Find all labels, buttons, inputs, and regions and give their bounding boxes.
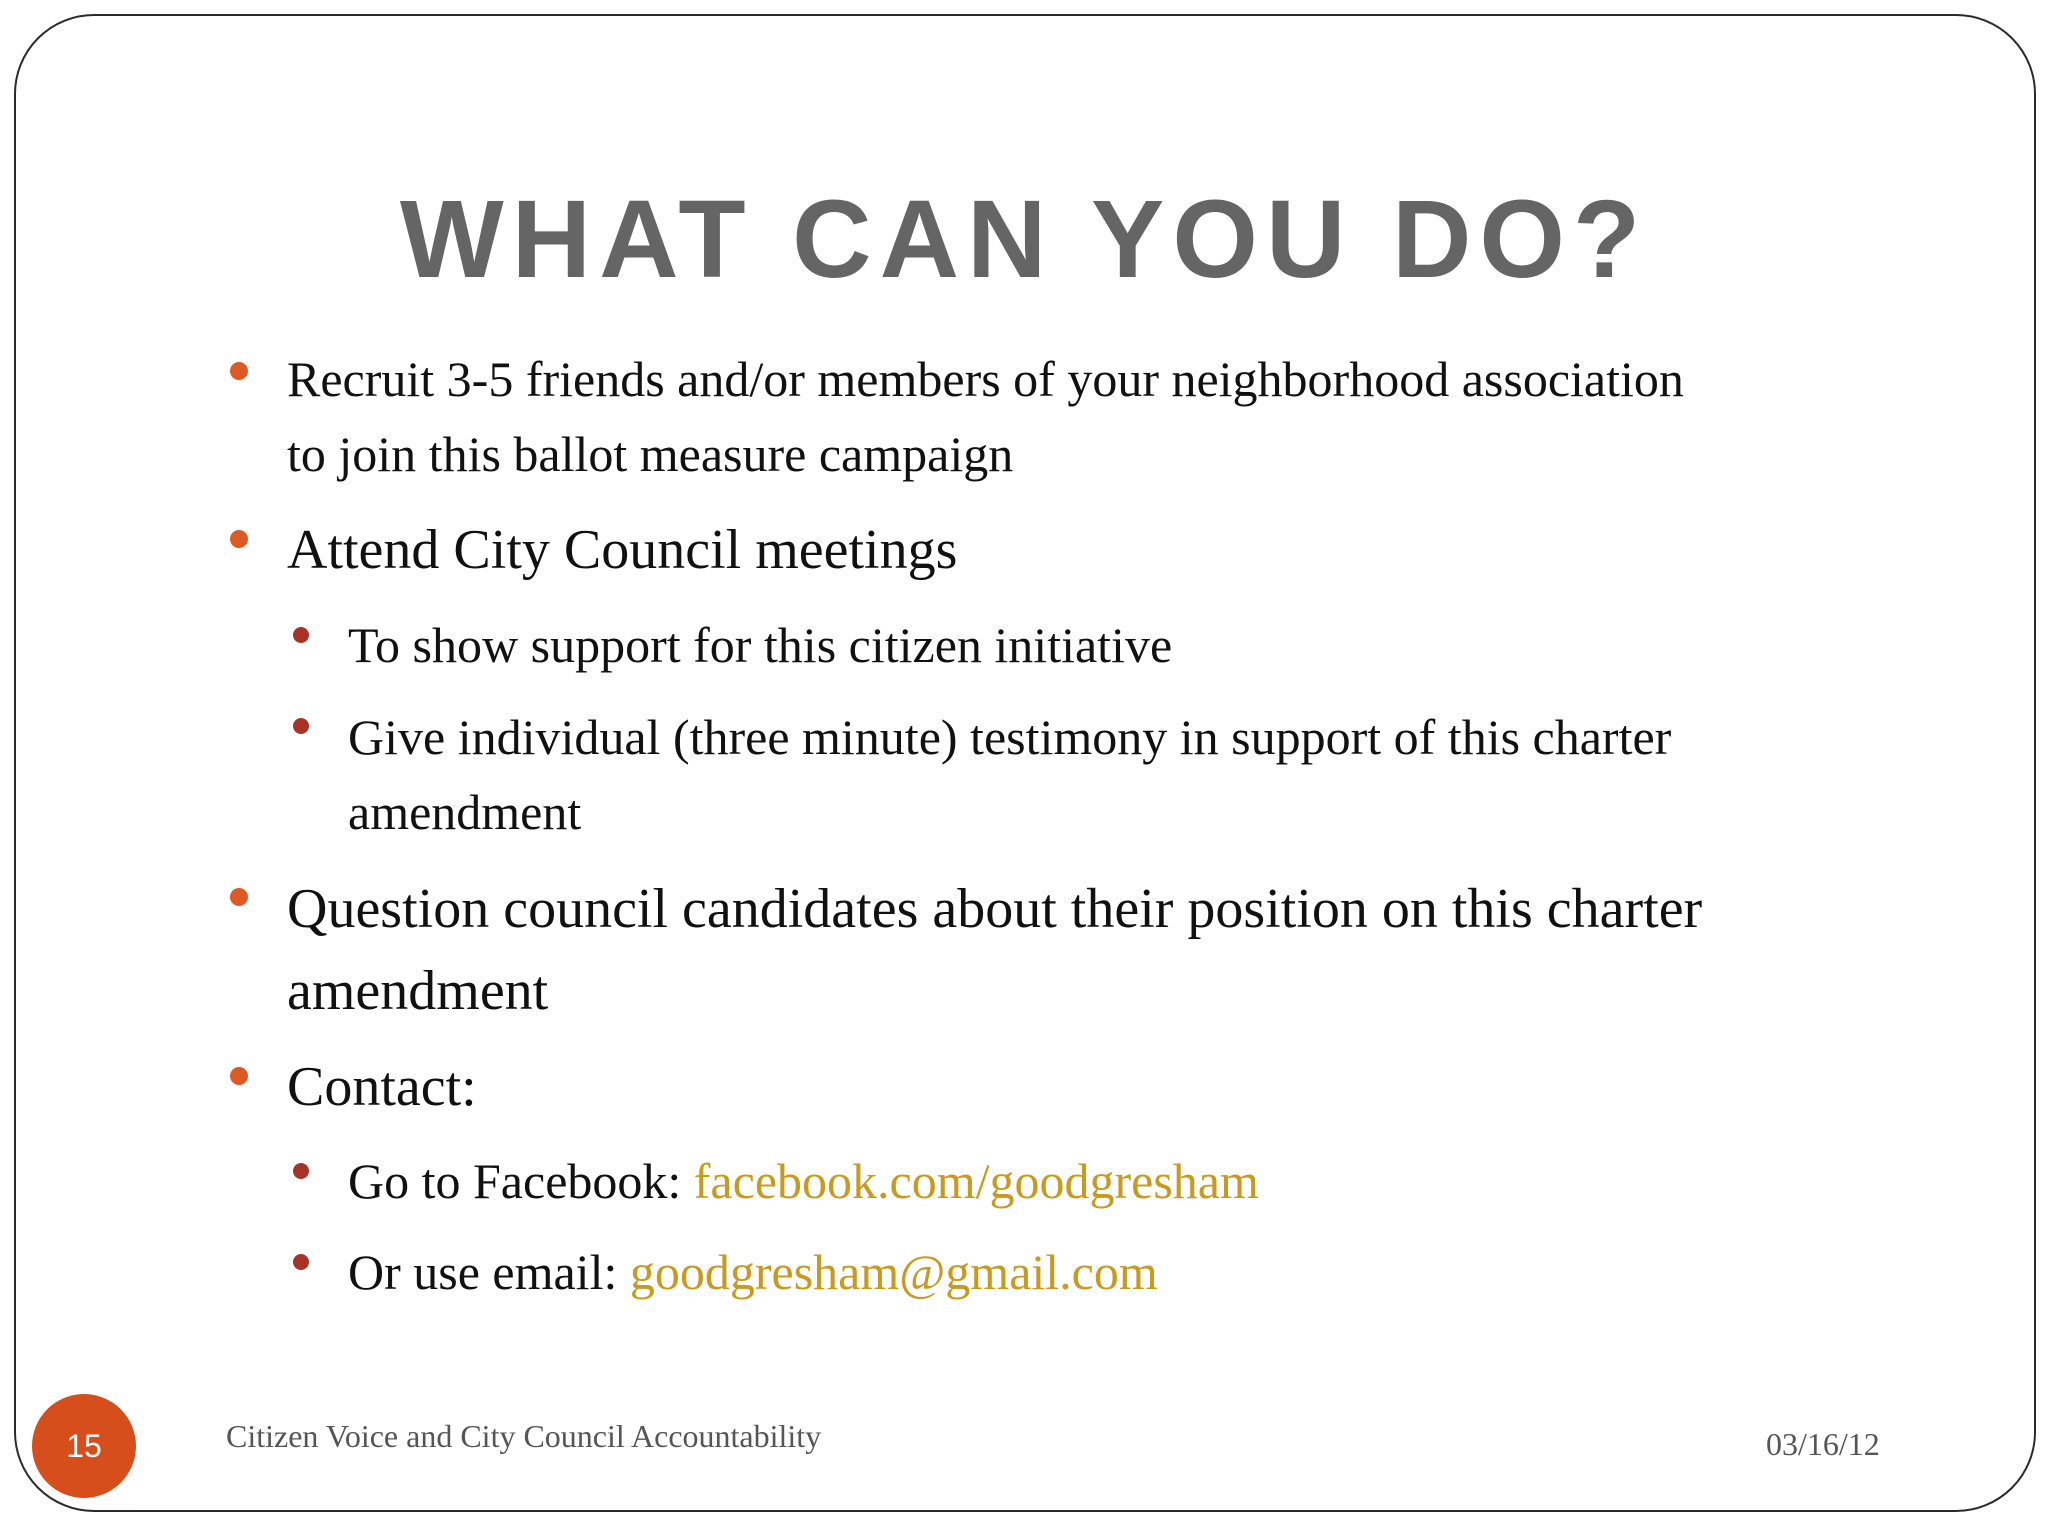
bullet-line: amendment <box>287 960 549 1022</box>
sub-bullet-dot-icon <box>293 1163 309 1179</box>
sub-bullet-dot-icon <box>293 627 309 643</box>
sub-bullet-line: amendment <box>348 784 582 840</box>
bullet-item <box>287 868 1702 1032</box>
sub-bullet-item <box>348 608 1172 683</box>
facebook-link[interactable]: facebook.com/goodgresham <box>693 1153 1259 1209</box>
sub-bullet-dot-icon <box>293 718 309 734</box>
sub-bullet-line: Give individual (three minute) testimony in support of this charter <box>348 709 1672 765</box>
sub-bullet-dot-icon <box>293 1254 309 1270</box>
sub-bullet-line: To show support for this citizen initiative <box>348 617 1173 673</box>
contact-label: Go to Facebook: <box>348 1153 694 1209</box>
footer-title: Citizen Voice and City Council Accountability <box>226 1418 822 1454</box>
bullet-line: Question council candidates about their position on this charter <box>287 878 1703 940</box>
bullet-dot-icon <box>230 362 248 380</box>
email-link[interactable]: goodgresham@gmail.com <box>629 1244 1158 1300</box>
slide-title: WHAT CAN YOU DO? <box>399 178 1649 301</box>
sub-bullet-item <box>348 700 1671 850</box>
bullet-dot-icon <box>230 888 248 906</box>
bullet-item <box>287 511 957 589</box>
contact-label: Or use email: <box>348 1244 630 1300</box>
bullet-line: Recruit 3-5 friends and/or members of your neighborhood association <box>287 351 1684 407</box>
bullet-item <box>287 342 1684 492</box>
page-number-badge: 15 <box>32 1394 136 1498</box>
bullet-line: to join this ballot measure campaign <box>287 426 1014 482</box>
bullet-dot-icon <box>230 530 248 548</box>
bullet-item <box>287 1048 477 1126</box>
bullet-line: Contact: <box>287 1056 477 1118</box>
sub-bullet-item <box>348 1235 1158 1310</box>
footer-date: 03/16/12 <box>1766 1426 1880 1462</box>
sub-bullet-item <box>348 1144 1259 1219</box>
bullet-dot-icon <box>230 1067 248 1085</box>
bullet-line: Attend City Council meetings <box>287 519 958 581</box>
